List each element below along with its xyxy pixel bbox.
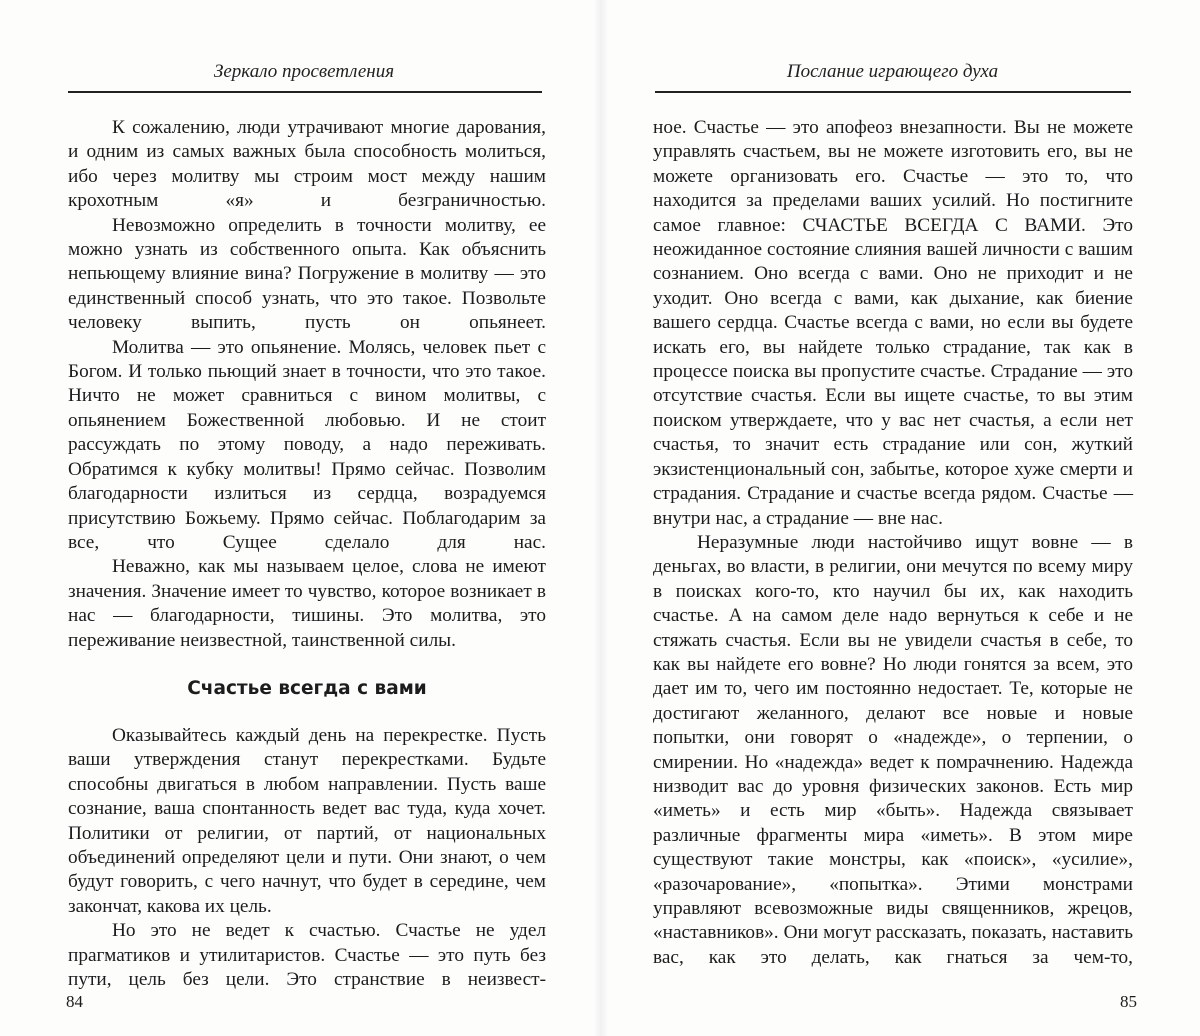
running-head: Зеркало просветления [213,61,395,82]
paragraph: ное. Счастье — это апофеоз внезапности. Вы не можете управлять счастьем, вы не можете изготовить его, вы не можете организовать его. Счастье — это то, что находится за пределами ваших усилий. Но постигните самое главное: СЧАСТЬЕ ВСЕГДА С ВАМИ. Это неожиданное состояние слияния вашей личности с вашим сознанием. Оно всегда с вами. Оно не приходит и не уходит. Оно всегда с вами, как дыхание, как биение вашего сердца. Счастье всегда с вами, но если вы будете искать его, вы найдете только страдание, так как в процессе поиска вы пропустите счастье. Страдание — это отсутствие счастья. Если вы ищете счастье, то вы этим поиском утверждаете, что у вас нет счастья, а если нет счастья, то значит есть страдание или сон, жуткий экзистенциональный сон, забытье, которое хуже смерти и страдания. Страдание и счастье всегда рядом. Счастье — внутри нас, а страдание — вне нас. [653,117,1133,529]
header-rule [68,91,542,93]
paragraph: К сожалению, люди утрачивают многие дарования, и одним из самых важных была способность молиться, ибо через молитву мы строим мост между нашим крохотным «я» и безграничностью. [68,117,546,212]
section-heading: Счастье всегда с вами [187,677,427,699]
paragraph: Неважно, как мы называем целое, слова не имеют значения. Значение имеет то чувство, которое возникает в нас — благодарности, тишины. Это молитва, это переживание неизвестной, таинственной силы. [68,556,546,651]
body-text [653,116,1133,970]
paragraph: Молитва — это опьянение. Молясь, человек пьет с Богом. И только пьющий знает в точности, что это такое. Ничто не может сравниться с вином молитвы, с опьянением Божественной любовью. И не стоит рассуждать по этому поводу, а надо переживать. Обратимся к кубку молитвы! Прямо сейчас. Позволим благодарности излиться из сердца, возрадуемся присутствию Божьему. Прямо сейчас. Поблагодарим за все, что Сущее сделало для нас. [68,336,546,553]
right-page [600,0,1200,1036]
page-number: 85 [1120,992,1137,1011]
paragraph: Но это не ведет к счастью. Счастье не удел прагматиков и утилитаристов. Счастье — это путь без пути, цель без цели. Это странствие в неизвест- [68,920,546,990]
paragraph: Оказывайтесь каждый день на перекрестке. Пусть ваши утверждения станут перекрестками. Будьте способны двигаться в любом направлении. Пусть ваше сознание, ваша спонтанность ведет вас туда, куда хочет. Политики от религии, от партий, от национальных объединений определяют цели и пути. Они знают, о чем будут говорить, с чего начнут, что будет в середине, чем закончат, какова их цель. [68,724,546,917]
paragraph: Невозможно определить в точности молитву, ее можно узнать из собственного опыта. Как объяснить непьющему влияние вина? Погружение в молитву — это единственный способ узнать, что это такое. Позвольте человеку выпить, пусть он опьянеет. [68,214,546,334]
header-rule [655,91,1131,93]
body-text [68,116,546,992]
page-number: 84 [66,992,83,1011]
paragraph: Неразумные люди настойчиво ищут вовне — в деньгах, во власти, в религии, они мечутся по всему миру в поисках кого-то, кто научил бы их, как находить счастье. А на самом деле надо вернуться к себе и не стяжать счастья. Если вы не увидели счастья в себе, то как вы найдете его вовне? Но люди гонятся за всем, это дает им то, чего им постоянно недостает. Те, которые не достигают желанного, делают все новые и новые попытки, они говорят о «надежде», о терпении, о смирении. Но «надежда» ведет к помрачнению. Надежда низводит вас до уровня физических законов. Есть мир «иметь» и есть мир «быть». Надежда связывает различные фрагменты мира «иметь». В этом мире существуют такие монстры, как «поиск», «усилие», «разочарование», «попытка». Этими монстрами управляют всевозможные виды священников, жрецов, «наставников». Они могут рассказать, показать, наставить вас, как это делать, как гнаться за чем-то, [653,531,1133,968]
running-head: Послание играющего духа [786,61,999,82]
